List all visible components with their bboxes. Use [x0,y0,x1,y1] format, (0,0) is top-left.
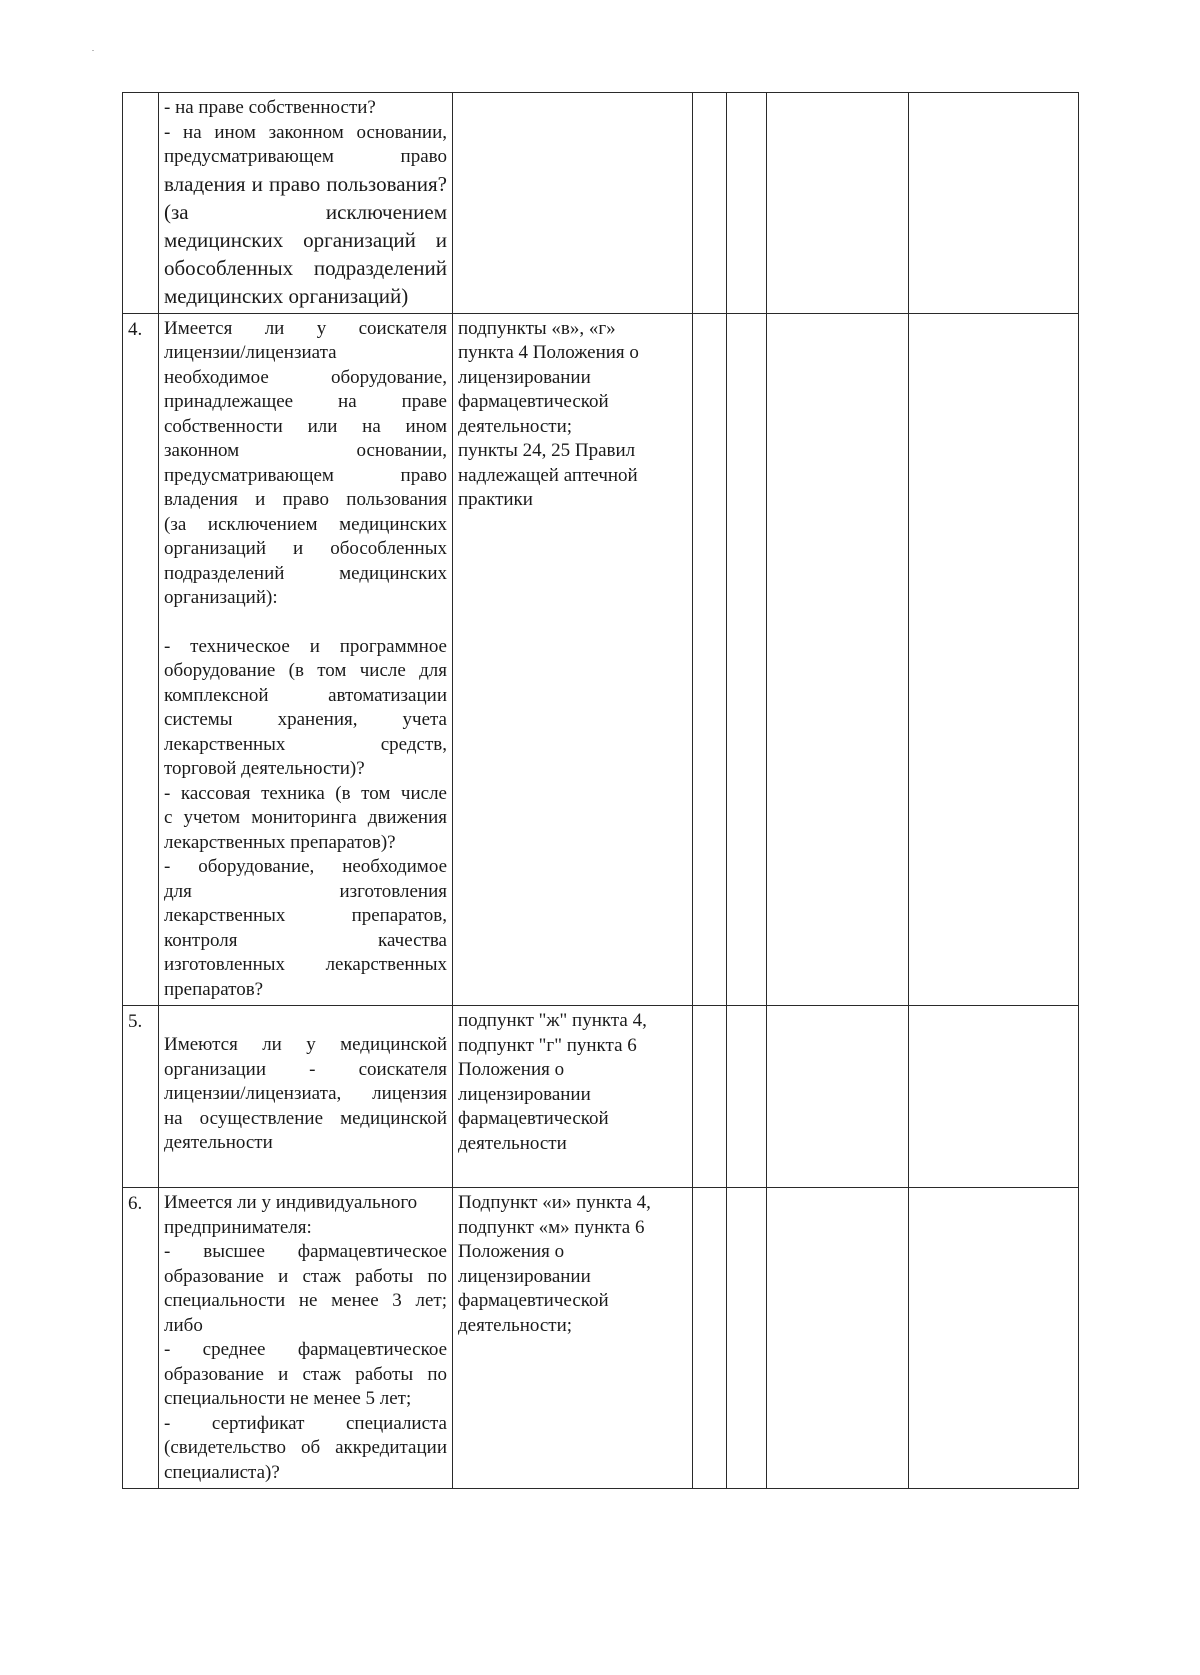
answer-no-cell [727,1188,767,1489]
reference-line: лицензировании [458,1265,591,1287]
question-line: специалиста)? [164,1461,280,1483]
question-line: принадлежащее на праве [164,391,447,412]
question-line: Имеется ли у индивидуального [164,1192,418,1213]
reference-line: подпункт "г" пункта 6 [458,1034,637,1056]
question-line: необходимое оборудование, [164,366,447,388]
row-number: 5. [123,1006,159,1188]
question-line: Имеется ли у соискателя [164,317,447,339]
question-line: Имеются ли у медицинской [164,1034,447,1055]
question-line: изготовленных лекарственных [164,954,447,975]
question-line: - сертификат специалиста [164,1412,447,1434]
question-line: препаратов? [164,978,264,1000]
reference-line: практики [458,489,533,510]
question-line: лицензии/лицензиата, лицензия [164,1083,447,1104]
question-line: обособленных подразделений [164,255,447,280]
question-line: лицензии/лицензиата [164,342,337,363]
question-line: торговой деятельности)? [164,758,365,779]
question-line: - высшее фармацевтическое [164,1241,447,1262]
question-cell [159,1188,453,1489]
reference-line: подпункт «м» пункта 6 [458,1216,645,1238]
reference-line: деятельности; [458,415,573,437]
checklist-row [123,313,1079,1006]
question-line: либо [164,1314,203,1336]
question-cell [159,93,453,314]
notes-cell [909,1188,1079,1489]
question-line: специальности не менее 5 лет; [164,1388,412,1409]
question-line: системы хранения, учета [164,709,447,730]
question-line: контроля качества [164,929,447,951]
reference-line: подпункт "ж" пункта 4, [458,1010,647,1031]
question-line: для изготовления [164,880,447,902]
question-line: - среднее фармацевтическое [164,1339,447,1360]
question-line: деятельности [164,1132,273,1153]
notes-cell [909,1006,1079,1188]
question-line: владения и право пользования? [164,171,447,196]
answer-yes-cell [693,313,727,1006]
answer-yes-cell [693,1188,727,1489]
question-line: с учетом мониторинга движения [164,807,447,828]
reference-line: фармацевтической [458,391,609,412]
reference-line: фармацевтической [458,1108,609,1129]
question-line: предпринимателя: [164,1216,312,1238]
question-line: организаций и обособленных [164,538,447,559]
reference-line: надлежащей аптечной [458,464,638,486]
answer-yes-cell [693,93,727,314]
notes-cell [909,93,1079,314]
answer-no-cell [727,93,767,314]
question-cell [159,1006,453,1188]
reference-line: Подпункт «и» пункта 4, [458,1192,651,1213]
reference-line: пункты 24, 25 Правил [458,440,636,461]
question-line: комплексной автоматизации [164,684,447,706]
checklist-body [123,93,1079,1489]
question-line: - кассовая техника (в том числе [164,782,447,804]
answer-no-cell [727,1006,767,1188]
answer-na-cell [767,313,909,1006]
question-line: организации - соискателя [164,1058,447,1080]
question-cell [159,313,453,1006]
scan-speck [92,50,94,51]
row-number: 4. [123,313,159,1006]
question-line: медицинских организаций и [164,227,447,252]
checklist-table [122,92,1079,1489]
question-line: (за исключением медицинских [164,513,447,535]
reference-line: деятельности [458,1132,567,1154]
reference-line: подпункты «в», «г» [458,317,616,339]
question-line: лекарственных препаратов)? [164,831,396,853]
checklist-row [123,1006,1079,1188]
question-line: (свидетельство об аккредитации [164,1437,447,1458]
question-line: на осуществление медицинской [164,1107,447,1129]
reference-line: Положения о [458,1241,565,1262]
question-line: собственности или на ином [164,415,447,437]
answer-na-cell [767,93,909,314]
question-line: специальности не менее 3 лет; [164,1290,447,1311]
question-line: - оборудование, необходимое [164,856,447,877]
question-line: - техническое и программное [164,635,447,657]
question-line: медицинских организаций) [164,283,409,308]
answer-na-cell [767,1188,909,1489]
checklist-row [123,1188,1079,1489]
row-number: 6. [123,1188,159,1489]
question-line: - на праве собственности? [164,97,376,118]
row-number [123,93,159,314]
question-line: образование и стаж работы по [164,1265,447,1287]
question-line: оборудование (в том числе для [164,660,447,681]
question-line: подразделений медицинских [164,562,447,584]
notes-cell [909,313,1079,1006]
answer-no-cell [727,313,767,1006]
legal-reference-cell [453,313,693,1006]
legal-reference-cell [453,93,693,314]
question-line: лекарственных препаратов, [164,905,447,926]
question-line: - на ином законном основании, [164,121,447,143]
spacer [164,611,447,635]
question-line: лекарственных средств, [164,733,447,755]
reference-line: лицензировании [458,1083,591,1105]
legal-reference-cell [453,1188,693,1489]
reference-line: пункта 4 Положения о [458,342,639,363]
spacer [164,1009,447,1033]
answer-yes-cell [693,1006,727,1188]
reference-line: лицензировании [458,366,591,388]
reference-line: фармацевтической [458,1290,609,1311]
answer-na-cell [767,1006,909,1188]
question-line: владения и право пользования [164,489,447,510]
question-line: предусматривающем право [164,146,447,167]
question-line: законном основании, [164,440,447,461]
legal-reference-cell [453,1006,693,1188]
question-line: предусматривающем право [164,464,447,486]
question-line: организаций): [164,587,278,608]
reference-line: деятельности; [458,1314,573,1336]
reference-line: Положения о [458,1059,565,1080]
question-line: (за исключением [164,199,447,224]
checklist-row [123,93,1079,314]
question-line: образование и стаж работы по [164,1363,447,1385]
